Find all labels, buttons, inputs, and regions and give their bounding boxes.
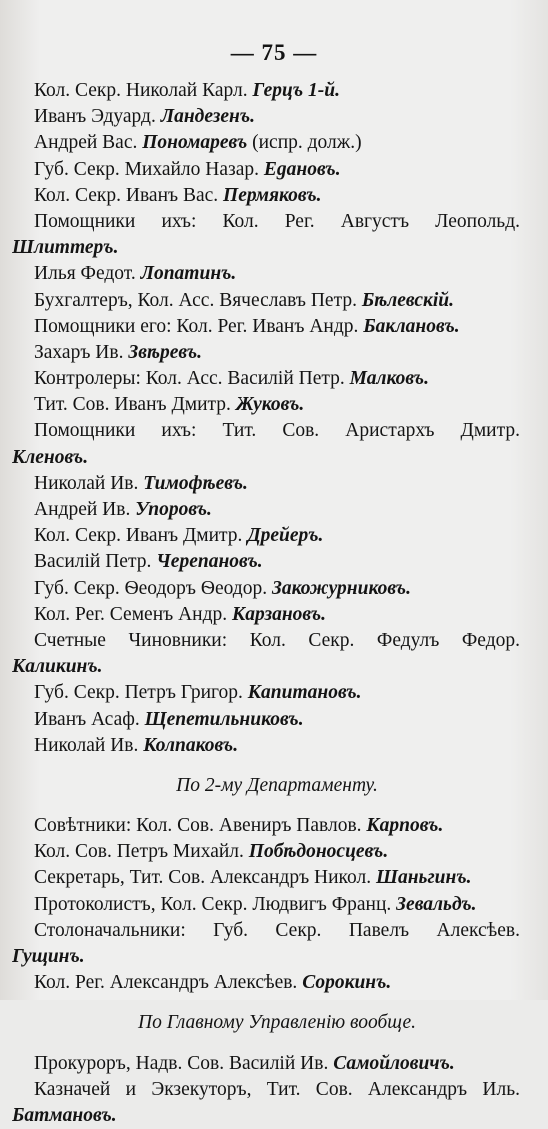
roster-line [12,680,520,706]
roster-line [12,340,520,366]
line-text: Счетные Чиновники: Кол. Секр. Федулъ Федор. [34,629,520,651]
surname: Упоровъ. [135,499,212,520]
roster-line [12,944,520,970]
roster-line [12,288,520,314]
roster-line [12,209,520,235]
line-text: Помощники его: Кол. Рег. Иванъ Андр. [34,315,364,337]
line-text: Губ. Секр. Ѳеодоръ Ѳеодор. [34,577,272,599]
surname: Герцъ 1-й. [252,80,341,101]
surname: Малковъ. [349,368,429,390]
roster-line [12,602,520,628]
surname: Закожурниковъ. [271,577,411,599]
roster-line [12,839,520,865]
line-note: (испр. долж.) [247,132,362,154]
surname: Карзановъ. [232,603,327,625]
roster-line [12,261,520,287]
line-text: Совѣтники: Кол. Сов. Авениръ Павлов. [34,815,367,837]
roster-line [12,497,520,523]
roster-line [12,707,520,733]
surname: Egановъ. [263,158,341,180]
surname: Пономаревъ [142,132,248,154]
roster-line [12,78,520,104]
roster-line [12,576,520,602]
line-text: Василій Петр. [34,551,157,573]
surname: Сорокинъ. [302,972,392,994]
heading-text: По Главному Управленію вообще. [137,1012,417,1034]
roster-line [12,183,520,209]
line-text: Губ. Секр. Петръ Григор. [34,682,248,704]
roster-line [12,865,520,891]
line-text: Кол. Рег. Александръ Алексѣев. [34,972,303,994]
roster-line [12,549,520,575]
line-text: Иванъ Эдуард. [34,106,161,128]
roster-line [12,314,520,340]
surname: Гущинъ. [12,946,85,967]
roster-line [12,130,520,156]
line-text: Кол. Сов. Петръ Михайл. [34,841,249,863]
page-number: — 75 — [230,40,318,65]
line-text: Губ. Секр. Михайло Назар. [34,158,264,180]
line-text: Николай Ив. [34,734,144,756]
line-text: Бухгалтеръ, Кол. Асс. Вячеславъ Петр. [34,289,362,311]
roster-line [12,628,520,654]
line-text: Контролеры: Кол. Асс. Василій Петр. [34,368,350,390]
line-text: Илья Федот. [34,263,141,285]
roster-line [12,918,520,944]
surname: Пермяковъ. [223,184,322,206]
section-heading [12,773,520,799]
surname: Зевальдъ. [396,893,477,915]
surname: Самойловичъ. [333,1052,455,1074]
roster-line [12,733,520,759]
surname: Кленовъ. [12,446,89,468]
surname: Дрейеръ. [247,525,324,547]
surname: Шаньгинъ. [376,867,472,889]
line-text: Протоколистъ, Кол. Секр. Людвигъ Франц. [34,893,397,915]
roster-line [12,970,520,996]
surname: Баклановъ. [363,315,460,337]
line-text: Кол. Секр. Николай Карл. [34,80,253,101]
roster-line [12,654,520,680]
roster-text [12,78,520,1129]
roster-line [12,418,520,444]
line-text: Секретарь, Тит. Сов. Александръ Никол. [34,867,377,889]
line-text: Андрей Вас. [34,132,143,154]
surname: Черепановъ. [156,551,263,573]
roster-line [12,1103,520,1129]
heading-text: По 2-му Департаменту. [176,774,378,796]
line-text: Иванъ Асаф. [34,708,145,730]
section-heading [12,1010,520,1036]
line-text: Андрей Ив. [34,499,136,520]
line-text: Николай Ив. [34,472,144,494]
surname: Жуковъ. [235,394,305,416]
roster-line [12,1077,520,1103]
roster-line [12,366,520,392]
surname: Звѣревъ. [128,341,202,363]
line-text: Кол. Секр. Иванъ Дмитр. [34,525,248,547]
surname: Батмановъ. [12,1104,117,1126]
roster-line [12,157,520,183]
roster-line [12,471,520,497]
roster-line [12,104,520,130]
roster-line [12,1051,520,1077]
surname: Капитановъ. [247,682,362,704]
surname: Лопатинъ. [140,263,237,285]
line-text: Тит. Сов. Иванъ Дмитр. [34,394,236,416]
line-text: Казначей и Экзекуторъ, Тит. Сов. Александръ Иль. [34,1078,520,1100]
line-text: Захаръ Ив. [34,341,129,363]
roster-line [12,235,520,261]
surname: Колпаковъ. [143,734,239,756]
surname: Щепетильниковъ. [144,708,304,730]
line-text: Помощники ихъ: Тит. Сов. Аристархъ Дмитр. [34,420,520,442]
surname: Бѣлевскій. [361,289,455,311]
roster-line [12,523,520,549]
line-text: Столоначальники: Губ. Секр. Павелъ Алексѣев. [34,919,520,941]
surname: Шлиттеръ. [12,237,119,259]
surname: Карповъ. [366,815,444,837]
surname: Ландезенъ. [160,106,255,128]
roster-line [12,813,520,839]
line-text: Помощники ихъ: Кол. Рег. Августъ Леопольд. [34,210,520,232]
roster-line [12,392,520,418]
roster-line [12,445,520,471]
line-text: Прокуроръ, Надв. Сов. Василій Ив. [34,1052,334,1074]
line-text: Кол. Рег. Семенъ Андр. [34,603,233,625]
surname: Каликинъ. [12,656,103,678]
line-text: Кол. Секр. Иванъ Вас. [34,184,224,206]
surname: Побѣдоносцевъ. [248,841,389,863]
surname: Тимофѣевъ. [143,472,248,494]
roster-line [12,892,520,918]
